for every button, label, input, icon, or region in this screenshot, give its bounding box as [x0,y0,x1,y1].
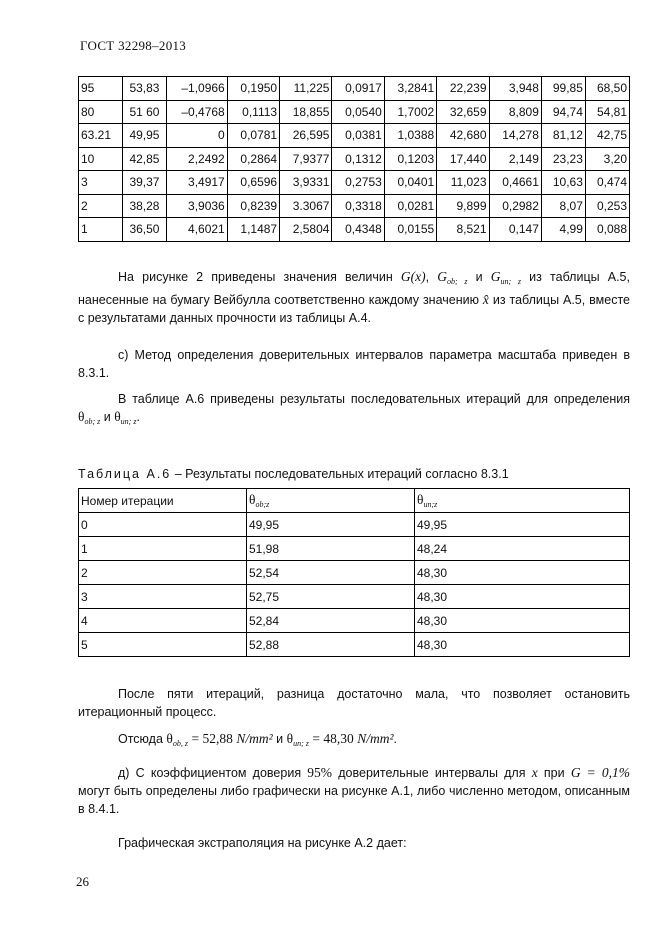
table-cell: 8,07 [541,194,585,218]
table-cell: 2 [79,561,247,585]
table-cell: 0,2982 [489,194,541,218]
p1-text-b: из таблицы А.5, нанесенные на бумагу Вейбулла соответственно каждому значению [78,270,630,307]
table-row [79,585,630,609]
table-cell: 5 [79,633,247,657]
table-cell: 0,6596 [227,171,279,195]
table-cell: 1,1487 [227,218,279,242]
table-row [79,561,630,585]
table-a6-caption [78,467,509,481]
table-cell: 0,2753 [332,171,384,195]
table-cell: 3 [79,585,247,609]
table-cell: 17,440 [437,147,489,171]
table-cell: 23,23 [541,147,585,171]
comma: , [425,270,430,284]
table-cell: 32,659 [437,100,489,124]
table-cell: 80 [79,100,123,124]
table-cell: 49,95 [122,124,166,148]
caption-label: Таблица А.6 [78,467,172,481]
table-cell: 0,3318 [332,194,384,218]
table-cell: 0,0381 [332,124,384,148]
table-cell: 49,95 [247,513,415,537]
table-cell: 11,023 [437,171,489,195]
table-cell: 3.3067 [280,194,332,218]
table-cell: 52,88 [247,633,415,657]
table-cell: 36,50 [122,218,166,242]
p1-text-c: из таблицы А.5, вместе с результатами данных прочности из таблицы А.4. [78,293,630,325]
table-cell: 0,4661 [489,171,541,195]
formula-g: G = 0,1% [570,765,630,780]
table-cell: 39,37 [122,171,166,195]
table-cell: 2,5804 [280,218,332,242]
table-row [79,77,630,101]
table-cell: 0,088 [585,218,629,242]
page-number: 26 [76,874,89,889]
p5-text: Отсюда [118,732,163,746]
table-cell: 0,147 [489,218,541,242]
table-cell: 63.21 [79,124,123,148]
table-cell: 0,1312 [332,147,384,171]
table-cell: 48,30 [415,561,630,585]
table-cell: 0,0401 [384,171,436,195]
p1-and: и [475,270,483,284]
table-cell: 42,680 [437,124,489,148]
table-cell: 1 [79,537,247,561]
table-cell: 0,1113 [227,100,279,124]
table-cell: 2,149 [489,147,541,171]
table-cell: 3,4917 [166,171,227,195]
table-cell: 0 [166,124,227,148]
table-cell: 52,75 [247,585,415,609]
table-cell: 10,63 [541,171,585,195]
table-row [79,194,630,218]
table-cell: –1,0966 [166,77,227,101]
table-cell: 42,75 [585,124,629,148]
var-x: x [531,765,538,780]
value-theta-un: = 48,30 [312,731,354,746]
table-cell: 42,85 [122,147,166,171]
table-cell: 51,98 [247,537,415,561]
table-cell: 49,95 [415,513,630,537]
paragraph-extrapolation: Графическая экстраполяция на рисунке А.2 дает: [118,836,407,850]
paragraph-result: Отсюда $\theta_{ob, z} = 52,88$ N/mm² и $\theta_{un; z} = 48,30$ N/mm². [118,731,397,748]
unit-2: N/mm² [357,731,394,746]
table-cell: 3 [79,171,123,195]
table-cell: 48,30 [415,633,630,657]
theta-ob: $\theta_{ob; z}$ [78,409,101,426]
table-cell: 3,9331 [280,171,332,195]
table-cell: 51 60 [122,100,166,124]
table-row [79,100,630,124]
table-cell: 3,948 [489,77,541,101]
table-cell: 0,0781 [227,124,279,148]
table-cell: 1,7002 [384,100,436,124]
table-cell: 53,83 [122,77,166,101]
formula-gun: $G_{un; z}$ [490,269,522,286]
p6-text-b: доверительные интервалы для [338,766,526,780]
p3-text: В таблице А.6 приведены результаты последовательных итераций для определения [118,392,630,406]
paragraph-table-a6-intro: В таблице А.6 приведены результаты последовательных итераций для определения $\theta_{ob; z}$ и $\theta_{un; z}$. [78,392,630,426]
table-cell: 48,24 [415,537,630,561]
table-a6 [78,488,630,657]
data-table-a5-continuation [78,76,630,242]
table-cell: 18,855 [280,100,332,124]
table-cell: 8,521 [437,218,489,242]
paragraph-confidence [78,764,630,818]
table-cell: 1,0388 [384,124,436,148]
table-cell: 26,595 [280,124,332,148]
table-cell: 94,74 [541,100,585,124]
table-cell: 0 [79,513,247,537]
table-cell: 8,809 [489,100,541,124]
table-cell: 95 [79,77,123,101]
theta-un: $\theta_{un; z}$ [114,409,137,426]
table-cell: 81,12 [541,124,585,148]
formula-gx: G(x) [400,269,426,284]
table-cell: 3,9036 [166,194,227,218]
table-a6-header-row [79,489,630,513]
table-cell: 1 [79,218,123,242]
table-cell: 0,0540 [332,100,384,124]
table-cell: 0,8239 [227,194,279,218]
p6-text-a: д) С коэффициентом доверия [118,766,302,780]
table-cell: 11,225 [280,77,332,101]
formula-xhat: x̂ [482,292,489,307]
paragraph-figure2 [78,268,630,327]
table-row [79,537,630,561]
header-iteration-number: Номер итерации [79,489,247,513]
p6-text-c: при [543,766,565,780]
paragraph-after-iterations: После пяти итераций, разница достаточно мала, что позволяет остановить итерационный процесс. [78,687,630,719]
paragraph-method-c: с) Метод определения доверительных интервалов параметра масштаба приведен в 8.3.1. [78,348,630,380]
table-cell: 0,0155 [384,218,436,242]
p5-and: и [276,732,284,746]
table-cell: 0,1950 [227,77,279,101]
table-row [79,218,630,242]
table-cell: 0,253 [585,194,629,218]
p1-text-a: На рисунке 2 приведены значения величин [118,270,393,284]
table-cell: 0,4348 [332,218,384,242]
table-cell: 14,278 [489,124,541,148]
table-cell: 4 [79,609,247,633]
table-cell: 3,2841 [384,77,436,101]
caption-text: – Результаты последовательных итераций согласно 8.3.1 [174,467,509,481]
table-cell: 2,2492 [166,147,227,171]
confidence-value: 95% [307,765,333,780]
theta-un-result: $\theta_{un; z}$ [286,731,309,748]
table-cell: 3,20 [585,147,629,171]
table-cell: 48,30 [415,585,630,609]
table-cell: –0,4768 [166,100,227,124]
table-row [79,609,630,633]
table-row [79,633,630,657]
table-cell: 52,84 [247,609,415,633]
value-theta-ob: = 52,88 [191,731,233,746]
table-row [79,171,630,195]
header-theta-un: $\theta_{un;z}$ [415,489,630,513]
table-cell: 0,1203 [384,147,436,171]
table-cell: 68,50 [585,77,629,101]
p6-text-d: могут быть определены либо графически на рисунке А.1, либо численно методом, описанным в 8.4.1. [78,784,630,816]
table-cell: 99,85 [541,77,585,101]
theta-ob-result: $\theta_{ob, z}$ [166,731,188,748]
table-cell: 22,239 [437,77,489,101]
table-row [79,147,630,171]
formula-gob: $G_{ob; z}$ [437,269,468,286]
table-cell: 4,99 [541,218,585,242]
table-cell: 0,2864 [227,147,279,171]
table-row [79,124,630,148]
unit-1: N/mm² [236,731,273,746]
header-theta-ob: $\theta_{ob;z}$ [247,489,415,513]
table-cell: 7,9377 [280,147,332,171]
table-cell: 0,0917 [332,77,384,101]
table-cell: 52,54 [247,561,415,585]
table-cell: 4,6021 [166,218,227,242]
table-row [79,513,630,537]
table-cell: 38,28 [122,194,166,218]
p3-and: и [103,410,111,424]
page-header: ГОСТ 32298–2013 [80,38,187,53]
table-cell: 48,30 [415,609,630,633]
table-cell: 54,81 [585,100,629,124]
table-cell: 0,474 [585,171,629,195]
table-cell: 2 [79,194,123,218]
table-cell: 10 [79,147,123,171]
table-cell: 9,899 [437,194,489,218]
table-cell: 0,0281 [384,194,436,218]
